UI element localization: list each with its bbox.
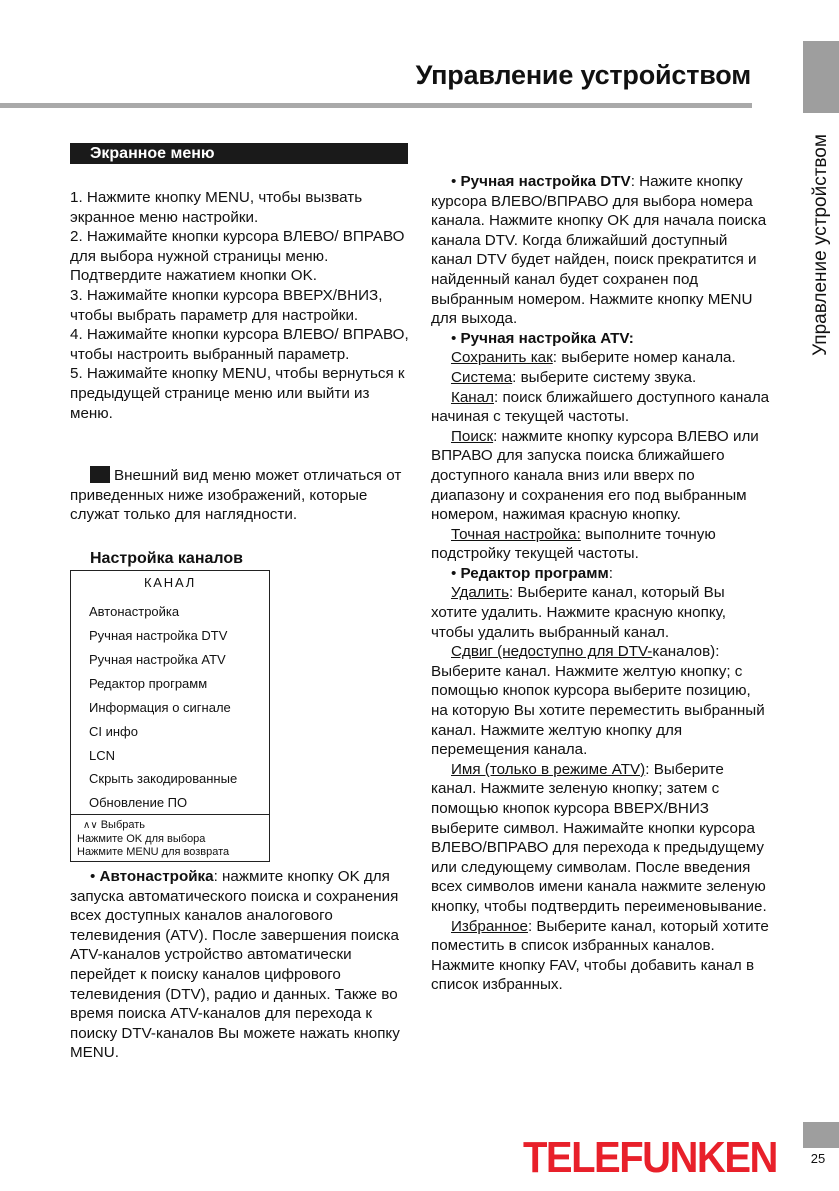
atv-label: Канал xyxy=(451,388,494,406)
menu-item: Скрыть закодированные xyxy=(89,771,238,786)
menu-divider xyxy=(71,814,269,815)
step-3: 3. Нажимайте кнопки курсора ВВЕРХ/ВНИЗ, чтобы выбрать параметр для настройки. xyxy=(70,286,383,324)
auto-setup-paragraph xyxy=(70,867,410,1063)
brand-logo: TELEFUNKEN xyxy=(523,1134,777,1182)
editor-text: : Выберите канал, который Вы хотите удалить. Нажмите красную кнопку, чтобы удалить выбранный канал. xyxy=(431,584,726,641)
up-down-arrows-icon: ∧∨ xyxy=(83,820,98,831)
menu-item: Информация о сигнале xyxy=(89,700,231,715)
step-1: 1. Нажмите кнопку MENU, чтобы вызвать экранное меню настройки. xyxy=(70,189,363,226)
menu-item: Автонастройка xyxy=(89,604,180,619)
atv-title: Ручная настройка ATV: xyxy=(460,329,634,347)
channels-heading: Настройка каналов xyxy=(90,550,243,567)
atv-label: Система xyxy=(451,368,513,386)
page-number-tab xyxy=(803,1122,839,1148)
atv-text: выполните точную подстройку текущей частоты. xyxy=(431,525,716,563)
note-pencil-icon xyxy=(90,466,110,483)
step-5: 5. Нажимайте кнопку MENU, чтобы вернуться к предыдущей странице меню или выйти из меню. xyxy=(70,365,405,422)
menu-item: LCN xyxy=(89,748,116,763)
dtv-text: : Нажите кнопку курсора ВЛЕВО/ВПРАВО для выбора номера канала. Нажмите кнопку OK для начала поиска канала DTV. Когда ближайший доступный канал DTV будет найден, поиск прекратится и найденный канал будет сохранен под выбранным номером. Нажмите кнопку MENU для выхода. xyxy=(431,173,767,328)
atv-text: : поиск ближайшего доступного канала начиная с текущей частоты. xyxy=(431,388,770,426)
atv-label: Сохранить как xyxy=(451,349,553,367)
editor-label: Имя (только в режиме ATV) xyxy=(451,760,646,778)
side-label-text: Управление устройством xyxy=(810,134,831,356)
section-title-bar: Экранное меню xyxy=(70,143,408,164)
menu-title: КАНАЛ xyxy=(143,575,197,590)
auto-text: : нажмите кнопку OK для запуска автоматического поиска и сохранения всех доступных каналов аналогового телевидения (ATV). После завершения поиска ATV-каналов устройство автоматически перейдет к поиску каналов цифрового телевидения (DTV), радио и данных. Также во время поиска ATV-каналов для перехода к поиску DTV-каналов Вы можете нажать кнопку MENU. xyxy=(70,868,400,1062)
menu-item: Ручная настройка ATV xyxy=(89,652,226,667)
right-column: • Ручная настройка DTV: Нажите кнопку курсора ВЛЕВО/ВПРАВО для выбора номера канала. Нажмите кнопку OK для начала поиска канала DTV. Когда ближайший доступный канал DTV будет найден, поиск прекратится и найденный канал будет сохранен под выбранным номером. Нажмите кнопку MENU для выхода. • Ручная настройка ATV: Сохранить как: выберите номер канала. Система: выберите систему звука. Канал: поиск ближайшего доступного канала начиная с текущей частоты. Поиск: нажмите кнопку курсора ВЛЕВО или ВПРАВО для запуска поиска ближайшего доступного канала вниз или вверх по диапазону и сохранения его под выбранным номером, нажимая красную кнопку. Точная настройка: выполните точную подстройку текущей частоты. • Редактор программ: Удалить: Выберите канал, который Вы хотите удалить. Нажмите красную кнопку, чтобы удалить выбранный канал. Сдвиг (недоступно для DTV-каналов): Выберите канал. Нажмите желтую кнопку; с помощью кнопок курсора выберите позицию, на которую Вы хотите переместить выбранный канал. Нажмите желтую кнопку для перемещения канала. Имя (только в режиме ATV): Выберите канал. Нажмите зеленую кнопку; затем с помощью кнопок курсора ВВЕРХ/ВНИЗ выберите символ. Нажимайте кнопки курсора ВЛЕВО/ВПРАВО для перехода к предыдущему или следующему символам. После введения всех символов имени канала нажмите зеленую кнопку, чтобы подтвердить переименовывание. Избранное: Выберите канал, который хотите поместить в список избранных каналов. Нажмите кнопку FAV, чтобы добавить канал в список избранных. xyxy=(431,173,770,994)
help-ok: Нажмите OK для выбора xyxy=(77,832,206,845)
help-select: Выбрать xyxy=(100,819,146,831)
menu-item: CI инфо xyxy=(89,724,138,739)
atv-text: : выберите номер канала. xyxy=(552,349,736,367)
channel-menu-illustration xyxy=(70,570,270,862)
dtv-title: Ручная настройка DTV xyxy=(460,173,631,190)
step-2: 2. Нажимайте кнопки курсора ВЛЕВО/ ВПРАВО для выбора нужной страницы меню. Подтвердите нажатием кнопки OK. xyxy=(70,228,405,285)
side-tab-marker xyxy=(803,41,839,113)
help-menu: Нажмите MENU для возврата xyxy=(77,845,230,858)
page-title: Управление устройством xyxy=(415,60,751,90)
title-divider xyxy=(0,103,752,108)
menu-help xyxy=(77,819,229,858)
atv-text: : нажмите кнопку курсора ВЛЕВО или ВПРАВО для запуска поиска ближайшего доступного канала вниз или вверх по диапазону и сохранения его под выбранным номером, нажимая красную кнопку. xyxy=(431,427,759,524)
page-number: 25 xyxy=(810,1151,826,1166)
menu-item: Редактор программ xyxy=(89,676,208,691)
auto-title: Автонастройка xyxy=(99,868,214,885)
side-label xyxy=(806,120,836,370)
editor-text: : Выберите канал. Нажмите зеленую кнопку; затем с помощью кнопок курсора ВВЕРХ/ВНИЗ выберите символ. Нажимайте кнопки курсора ВЛЕВО/ВПРАВО для перехода к предыдущему или следующему символам. После введения всех символов имени канала нажмите зеленую кнопку, чтобы подтвердить переименовывание. xyxy=(431,760,767,915)
note-block xyxy=(70,466,415,525)
editor-text: : Выберите канал, который хотите поместить в список избранных каналов. Нажмите кнопку FAV, чтобы добавить канал в список избранных. xyxy=(431,917,769,994)
editor-label: Сдвиг (недоступно для DTV- xyxy=(451,643,653,661)
atv-label: Точная настройка: xyxy=(451,525,581,543)
atv-text: : выберите систему звука. xyxy=(512,368,697,386)
menu-item: Обновление ПО xyxy=(89,795,188,810)
editor-title: Редактор программ xyxy=(460,564,609,582)
atv-label: Поиск xyxy=(451,427,494,445)
menu-item: Ручная настройка DTV xyxy=(89,628,228,643)
note-text: Внешний вид меню может отличаться от приведенных ниже изображений, которые служат только для наглядности. xyxy=(70,467,402,524)
editor-label: Избранное xyxy=(451,917,528,935)
steps-list xyxy=(70,188,415,423)
step-4: 4. Нажимайте кнопки курсора ВЛЕВО/ ВПРАВО, чтобы настроить выбранный параметр. xyxy=(70,326,409,363)
bullet: • xyxy=(90,868,100,885)
editor-label: Удалить xyxy=(451,584,509,602)
editor-text: каналов): Выберите канал. Нажмите желтую кнопку; с помощью кнопок курсора выберите позицию, на которую Вы хотите переместить выбранный канал. Нажмите желтую кнопку для перемещения канала. xyxy=(431,643,765,759)
